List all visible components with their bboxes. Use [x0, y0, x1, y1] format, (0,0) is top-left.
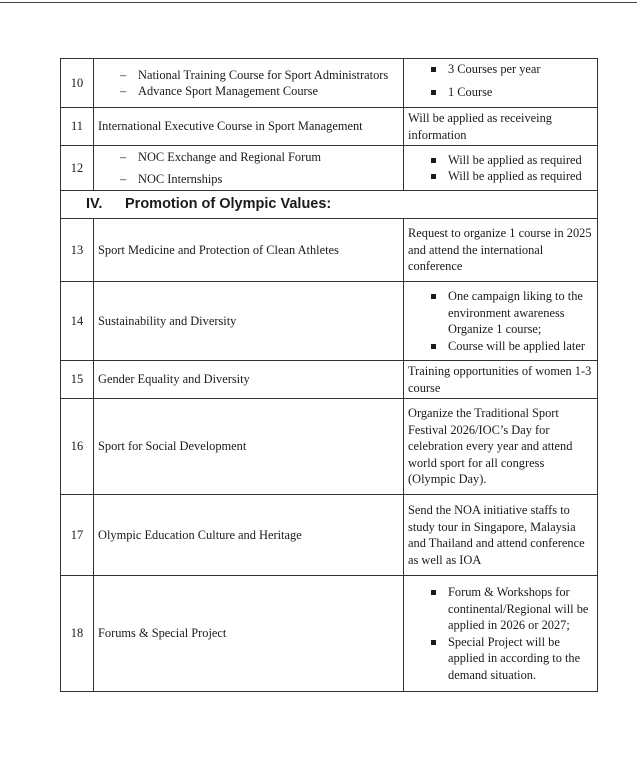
activity-cell: Sport Medicine and Protection of Clean Athletes	[94, 219, 404, 282]
page-top-rule	[0, 2, 637, 3]
activity-list	[98, 67, 399, 100]
list-item: Special Project will be applied in according to the demand situation.	[408, 634, 593, 684]
activity-cell	[94, 146, 404, 191]
row-number: 13	[61, 219, 94, 282]
table-row	[61, 495, 598, 576]
row-number: 18	[61, 576, 94, 692]
activity-cell	[94, 59, 404, 108]
table-row	[61, 59, 598, 108]
list-item: Will be applied as required	[408, 168, 593, 185]
row-number: 14	[61, 282, 94, 361]
plan-cell	[404, 282, 598, 361]
section-header-row	[61, 191, 598, 219]
list-item: Will be applied as required	[408, 152, 593, 169]
plan-cell: Will be applied as receiveing information	[404, 108, 598, 146]
table-row	[61, 146, 598, 191]
list-item: – National Training Course for Sport Administrators	[98, 67, 399, 84]
list-item: 1 Course	[408, 84, 593, 101]
table-row	[61, 576, 598, 692]
plan-cell	[404, 146, 598, 191]
table-row	[61, 399, 598, 495]
plan-list	[408, 152, 593, 185]
section-number: IV.	[86, 196, 103, 213]
row-number: 11	[61, 108, 94, 146]
activity-cell: Gender Equality and Diversity	[94, 361, 404, 399]
plan-list	[408, 584, 593, 683]
plan-cell: Organize the Traditional Sport Festival 2026/IOC’s Day for celebration every year and attend world sport for all congress (Olympic Day).	[404, 399, 598, 495]
activity-list	[98, 149, 399, 188]
table-row	[61, 108, 598, 146]
list-item: One campaign liking to the environment awareness Organize 1 course;	[408, 288, 593, 338]
activity-cell: International Executive Course in Sport Management	[94, 108, 404, 146]
list-item: – NOC Exchange and Regional Forum	[98, 149, 399, 166]
section-heading	[61, 191, 598, 219]
plan-cell	[404, 576, 598, 692]
row-number: 15	[61, 361, 94, 399]
plan-list	[408, 288, 593, 354]
list-item: Course will be applied later	[408, 338, 593, 355]
activity-cell: Sport for Social Development	[94, 399, 404, 495]
plan-cell: Request to organize 1 course in 2025 and attend the international conference	[404, 219, 598, 282]
activity-plan-table	[60, 58, 598, 692]
table-row	[61, 361, 598, 399]
table-row	[61, 282, 598, 361]
list-item: Forum & Workshops for continental/Regional will be applied in 2026 or 2027;	[408, 584, 593, 634]
section-title: Promotion of Olympic Values:	[125, 196, 332, 213]
plan-cell: Training opportunities of women 1-3 course	[404, 361, 598, 399]
table-row	[61, 219, 598, 282]
activity-cell: Sustainability and Diversity	[94, 282, 404, 361]
row-number: 16	[61, 399, 94, 495]
plan-list	[408, 61, 593, 100]
list-item: 3 Courses per year	[408, 61, 593, 78]
row-number: 17	[61, 495, 94, 576]
row-number: 10	[61, 59, 94, 108]
list-item: – Advance Sport Management Course	[98, 83, 399, 100]
activity-cell: Forums & Special Project	[94, 576, 404, 692]
plan-cell: Send the NOA initiative staffs to study tour in Singapore, Malaysia and Thailand and attend conference as well as IOA	[404, 495, 598, 576]
plan-cell	[404, 59, 598, 108]
activity-cell: Olympic Education Culture and Heritage	[94, 495, 404, 576]
list-item: – NOC Internships	[98, 171, 399, 188]
row-number: 12	[61, 146, 94, 191]
